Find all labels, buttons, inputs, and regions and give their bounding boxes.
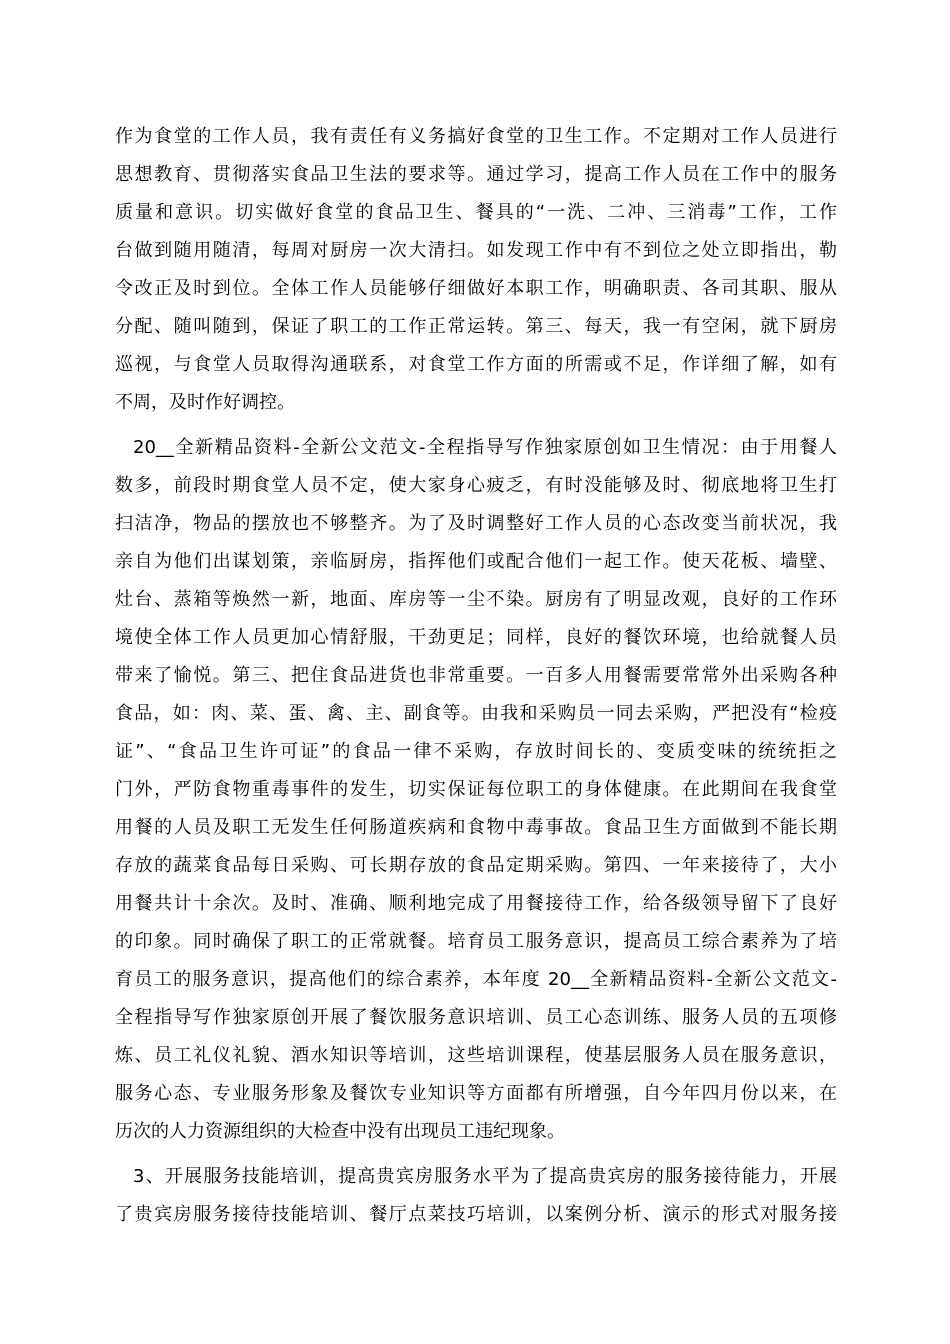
text-line: 分配、随叫随到，保证了职工的工作正常运转。第三、每天，我一有空闲，就下厨房 — [115, 316, 837, 337]
text-line: 灶台、蒸箱等焕然一新，地面、库房等一尘不染。厨房有了明显改观，良好的工作环 — [115, 589, 837, 610]
text-line: 台做到随用随清，每周对厨房一次大清扫。如发现工作中有不到位之处立即指出，勒 — [115, 240, 837, 261]
text-line: 巡视，与食堂人员取得沟通联系，对食堂工作方面的所需或不足，作详细了解，如有 — [115, 354, 837, 375]
text-line: 证”、“食品卫生许可证”的食品一律不采购，存放时间长的、变质变味的统统拒之 — [115, 741, 837, 762]
text-line: 历次的人力资源组织的大检查中没有出现员工违纪现象。 — [115, 1121, 565, 1142]
text-line: 3、开展服务技能培训，提高贵宾房服务水平为了提高贵宾房的服务接待能力，开展 — [133, 1166, 837, 1187]
text-line: 境使全体工作人员更加心情舒服，干劲更足；同样，良好的餐饮环境，也给就餐人员 — [115, 627, 837, 648]
text-line: 带来了愉悦。第三、把住食品进货也非常重要。一百多人用餐需要常常外出采购各种 — [115, 665, 837, 686]
text-line: 用餐的人员及职工无发生任何肠道疾病和食物中毒事故。食品卫生方面做到不能长期 — [115, 817, 837, 838]
text-line: 质量和意识。切实做好食堂的食品卫生、餐具的“一洗、二冲、三消毒”工作，工作 — [115, 202, 837, 223]
text-line: 令改正及时到位。全体工作人员能够仔细做好本职工作，明确职责、各司其职、服从 — [115, 278, 837, 299]
text-line: 了贵宾房服务接待技能培训、餐厅点菜技巧培训，以案例分析、演示的形式对服务接 — [115, 1204, 837, 1225]
document-body — [115, 118, 837, 1234]
text-line: 炼、员工礼仪礼貌、酒水知识等培训，这些培训课程，使基层服务人员在服务意识， — [115, 1045, 837, 1066]
text-line: 扫洁净，物品的摆放也不够整齐。为了及时调整好工作人员的心态改变当前状况，我 — [115, 513, 837, 534]
text-line: 不周，及时作好调控。 — [115, 392, 295, 413]
text-line: 亲自为他们出谋划策，亲临厨房，指挥他们或配合他们一起工作。使天花板、墙壁、 — [115, 551, 837, 572]
text-line: 数多，前段时期食堂人员不定，使大家身心疲乏，有时没能够及时、彻底地将卫生打 — [115, 475, 837, 496]
text-line: 20__全新精品资料-全新公文范文-全程指导写作独家原创如卫生情况：由于用餐人 — [133, 437, 837, 458]
paragraph-3 — [115, 1158, 837, 1234]
paragraph-1 — [115, 118, 837, 422]
text-line: 服务心态、专业服务形象及餐饮专业知识等方面都有所增强，自今年四月份以来，在 — [115, 1083, 837, 1104]
text-line: 作为食堂的工作人员，我有责任有义务搞好食堂的卫生工作。不定期对工作人员进行 — [115, 126, 837, 147]
text-line: 存放的蔬菜食品每日采购、可长期存放的食品定期采购。第四、一年来接待了，大小 — [115, 855, 837, 876]
text-line: 的印象。同时确保了职工的正常就餐。培育员工服务意识，提高员工综合素养为了培 — [115, 931, 837, 952]
paragraph-2 — [115, 429, 837, 1151]
text-line: 门外，严防食物重毒事件的发生，切实保证每位职工的身体健康。在此期间在我食堂 — [115, 779, 837, 800]
text-line: 食品，如：肉、菜、蛋、禽、主、副食等。由我和采购员一同去采购，严把没有“检疫 — [115, 703, 837, 724]
text-line: 育员工的服务意识，提高他们的综合素养，本年度 20__全新精品资料-全新公文范文- — [115, 969, 837, 990]
text-line: 用餐共计十余次。及时、准确、顺利地完成了用餐接待工作，给各级领导留下了良好 — [115, 893, 837, 914]
text-line: 思想教育、贯彻落实食品卫生法的要求等。通过学习，提高工作人员在工作中的服务 — [115, 164, 837, 185]
text-line: 全程指导写作独家原创开展了餐饮服务意识培训、员工心态训练、服务人员的五项修 — [115, 1007, 837, 1028]
